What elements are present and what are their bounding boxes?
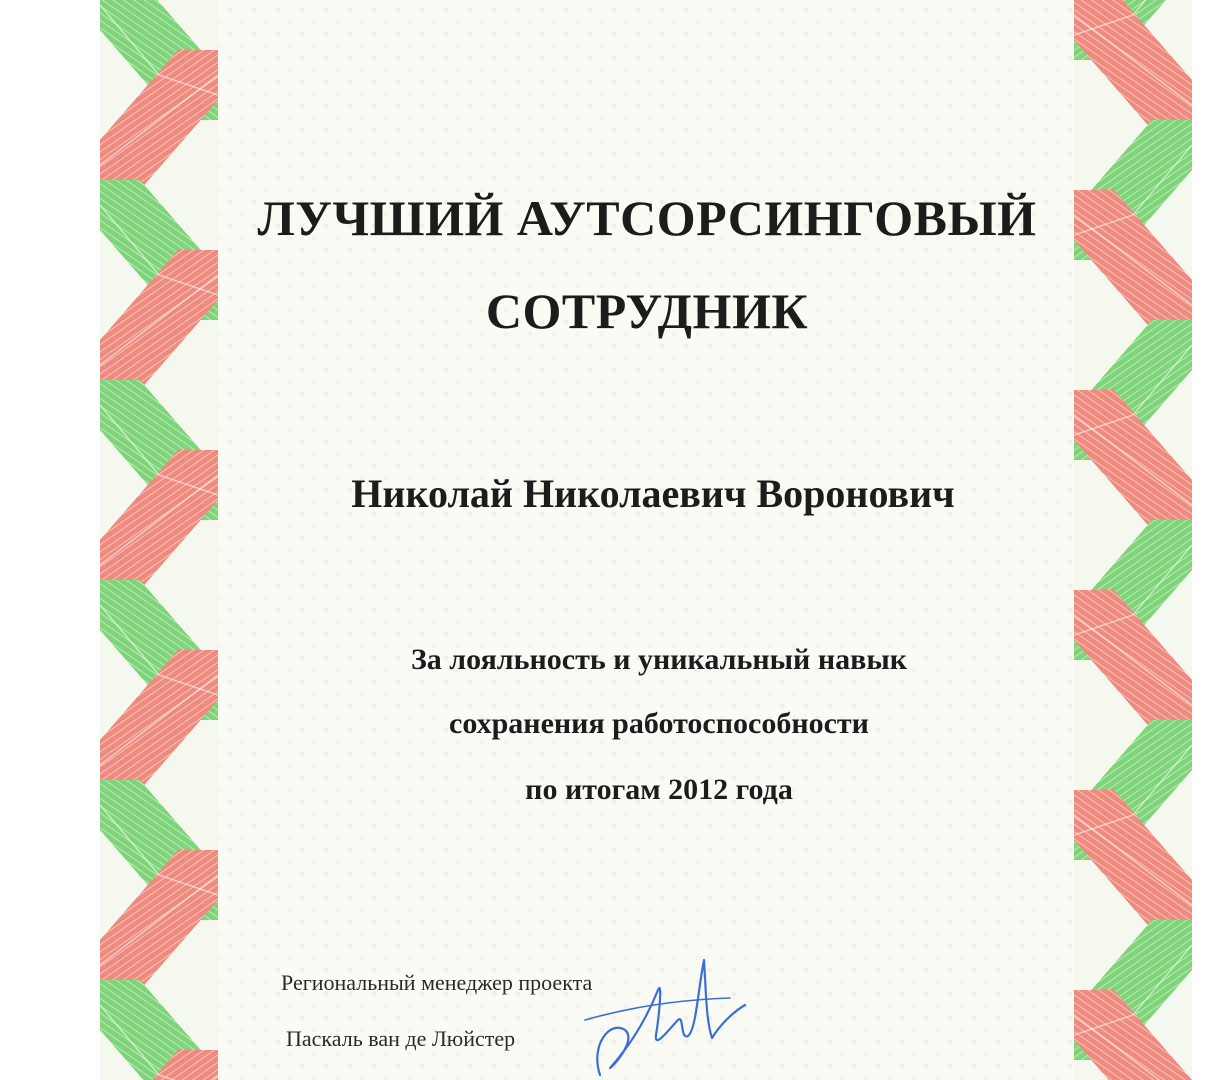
signer-title: Региональный менеджер проекта	[281, 970, 593, 995]
handwritten-signature-icon	[580, 950, 750, 1080]
certificate-title-line-1: ЛУЧШИЙ АУТСОРСИНГОВЫЙ	[257, 190, 1037, 246]
left-braided-border	[100, 0, 218, 1080]
reason-line-2: сохранения работоспособности	[449, 707, 869, 740]
reason-line-1: За лояльность и уникальный навык	[410, 643, 908, 676]
right-braided-border	[1074, 0, 1192, 1080]
reason-line-3: по итогам 2012 года	[525, 773, 793, 806]
certificate-title-line-2: СОТРУДНИК	[485, 283, 809, 339]
certificate-paper	[100, 0, 1192, 1080]
recipient-name: Николай Николаевич Воронович	[351, 471, 955, 516]
signer-name: Паскаль ван де Люйстер	[286, 1026, 516, 1051]
